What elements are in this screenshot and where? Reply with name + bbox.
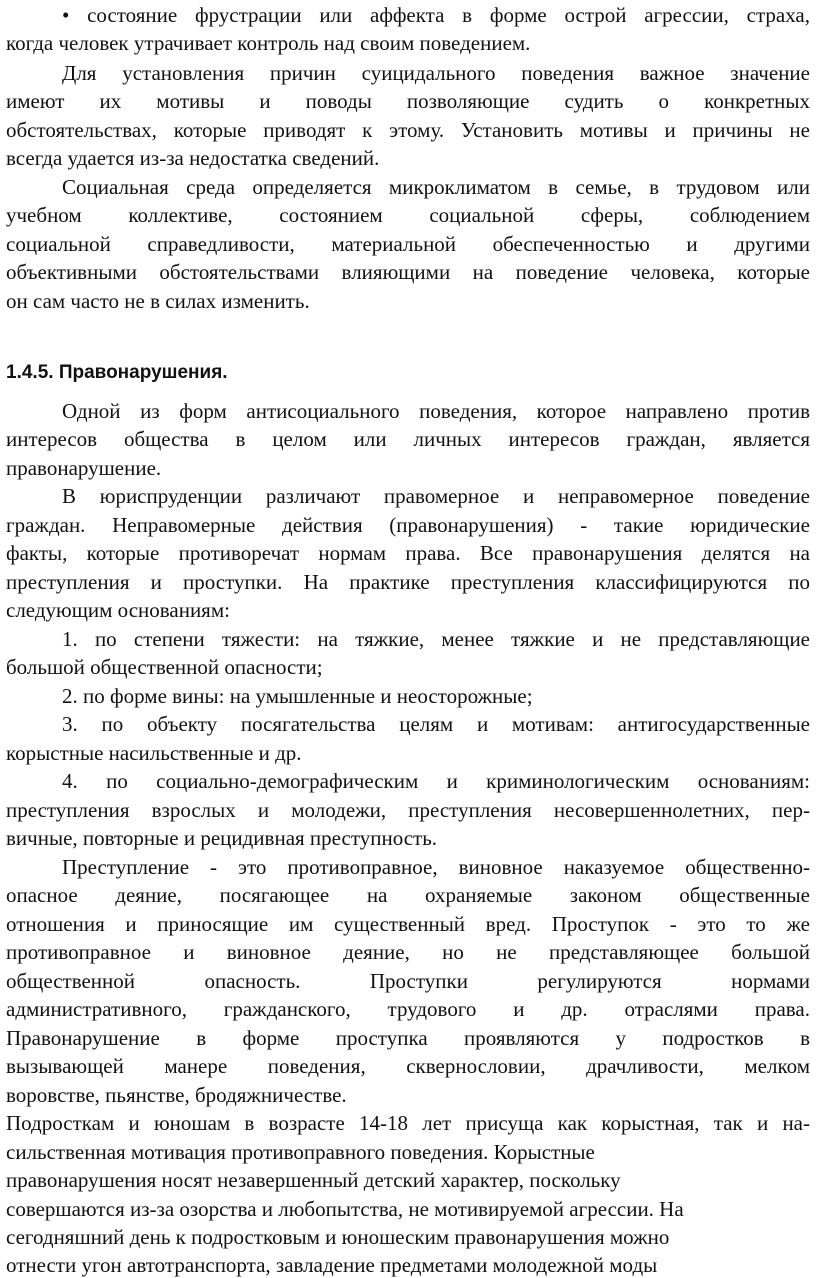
text-line: • состояние фрустрации или аффекта в форме острой агрессии, страха, xyxy=(62,3,810,27)
text-line: Подросткам и юношам в возрасте 14-18 лет присуща как корыстная, так и на- xyxy=(6,1111,810,1135)
text-line: сегодняшний день к подростковым и юношеским правонарушения можно xyxy=(6,1225,670,1249)
text-line: Правонарушение в форме проступка проявляются у подростков в xyxy=(6,1026,810,1050)
text-line: интересов общества в целом или личных интересов граждан, является xyxy=(6,427,810,451)
text-line: Преступление - это противоправное, виновное наказуемое общественно- xyxy=(62,855,810,879)
text-line: 2. по форме вины: на умышленные и неосторожные; xyxy=(62,684,533,708)
text-line: Социальная среда определяется микроклиматом в семье, в трудовом или xyxy=(62,175,810,199)
text-line: В юриспруденции различают правомерное и неправомерное поведение xyxy=(62,484,810,508)
text-line: вызывающей манере поведения, сквернословии, драчливости, мелком xyxy=(6,1054,810,1078)
text-line: факты, которые противоречат нормам права. Все правонарушения делятся на xyxy=(6,541,810,565)
text-line: он сам часто не в силах изменить. xyxy=(6,289,310,313)
text-line: граждан. Неправомерные действия (правонарушения) - такие юридические xyxy=(6,513,810,537)
text-line: 3. по объекту посягательства целям и мотивам: антигосударственные xyxy=(62,712,810,736)
text-line: общественной опасность. Проступки регулируются нормами xyxy=(6,969,810,993)
text-line: Одной из форм антисоциального поведения, которое направлено против xyxy=(62,399,810,423)
text-line: воровстве, пьянстве, бродяжничестве. xyxy=(6,1083,347,1107)
text-line: объективными обстоятельствами влияющими на поведение человека, которые xyxy=(6,260,810,284)
text-line: имеют их мотивы и поводы позволяющие судить о конкретных xyxy=(6,89,810,113)
text-line: обстоятельствах, которые приводят к этому. Установить мотивы и причины не xyxy=(6,118,810,142)
text-line: административного, гражданского, трудового и др. отраслями права. xyxy=(6,997,810,1021)
text-line: совершаются из-за озорства и любопытства, не мотивируемой агрессии. На xyxy=(6,1197,684,1221)
text-line: сильственная мотивация противоправного поведения. Корыстные xyxy=(6,1140,595,1164)
text-line: социальной справедливости, материальной обеспеченностью и другими xyxy=(6,232,810,256)
text-line: всегда удается из-за недостатка сведений. xyxy=(6,146,380,170)
text-line: отнести угон автотранспорта, завладение предметами молодежной моды xyxy=(6,1253,658,1277)
text-line: большой общественной опасности; xyxy=(6,655,323,679)
text-line: опасное деяние, посягающее на охраняемые законом общественные xyxy=(6,883,810,907)
text-line: учебном коллективе, состоянием социальной сферы, соблюдением xyxy=(6,203,810,227)
text-line: следующим основаниям: xyxy=(6,598,230,622)
text-line: Для установления причин суицидального поведения важное значение xyxy=(62,61,810,85)
text-line: противоправное и виновное деяние, но не представляющее большой xyxy=(6,940,810,964)
text-line: 1. по степени тяжести: на тяжкие, менее тяжкие и не представляющие xyxy=(62,627,810,651)
section-heading: 1.4.5. Правонарушения. xyxy=(6,362,228,383)
text-line: когда человек утрачивает контроль над своим поведением. xyxy=(6,31,531,55)
text-line: правонарушения носят незавершенный детский характер, поскольку xyxy=(6,1168,621,1192)
text-line: отношения и приносящие им существенный вред. Проступок - это то же xyxy=(6,912,810,936)
text-line: преступления и проступки. На практике преступления классифицируются по xyxy=(6,570,810,594)
text-line: преступления взрослых и молодежи, преступления несовершеннолетних, пер- xyxy=(6,798,810,822)
text-line: корыстные насильственные и др. xyxy=(6,741,302,765)
text-line: 4. по социально-демографическим и криминологическим основаниям: xyxy=(62,769,810,793)
text-line: правонарушение. xyxy=(6,456,162,480)
text-line: вичные, повторные и рецидивная преступность. xyxy=(6,826,438,850)
